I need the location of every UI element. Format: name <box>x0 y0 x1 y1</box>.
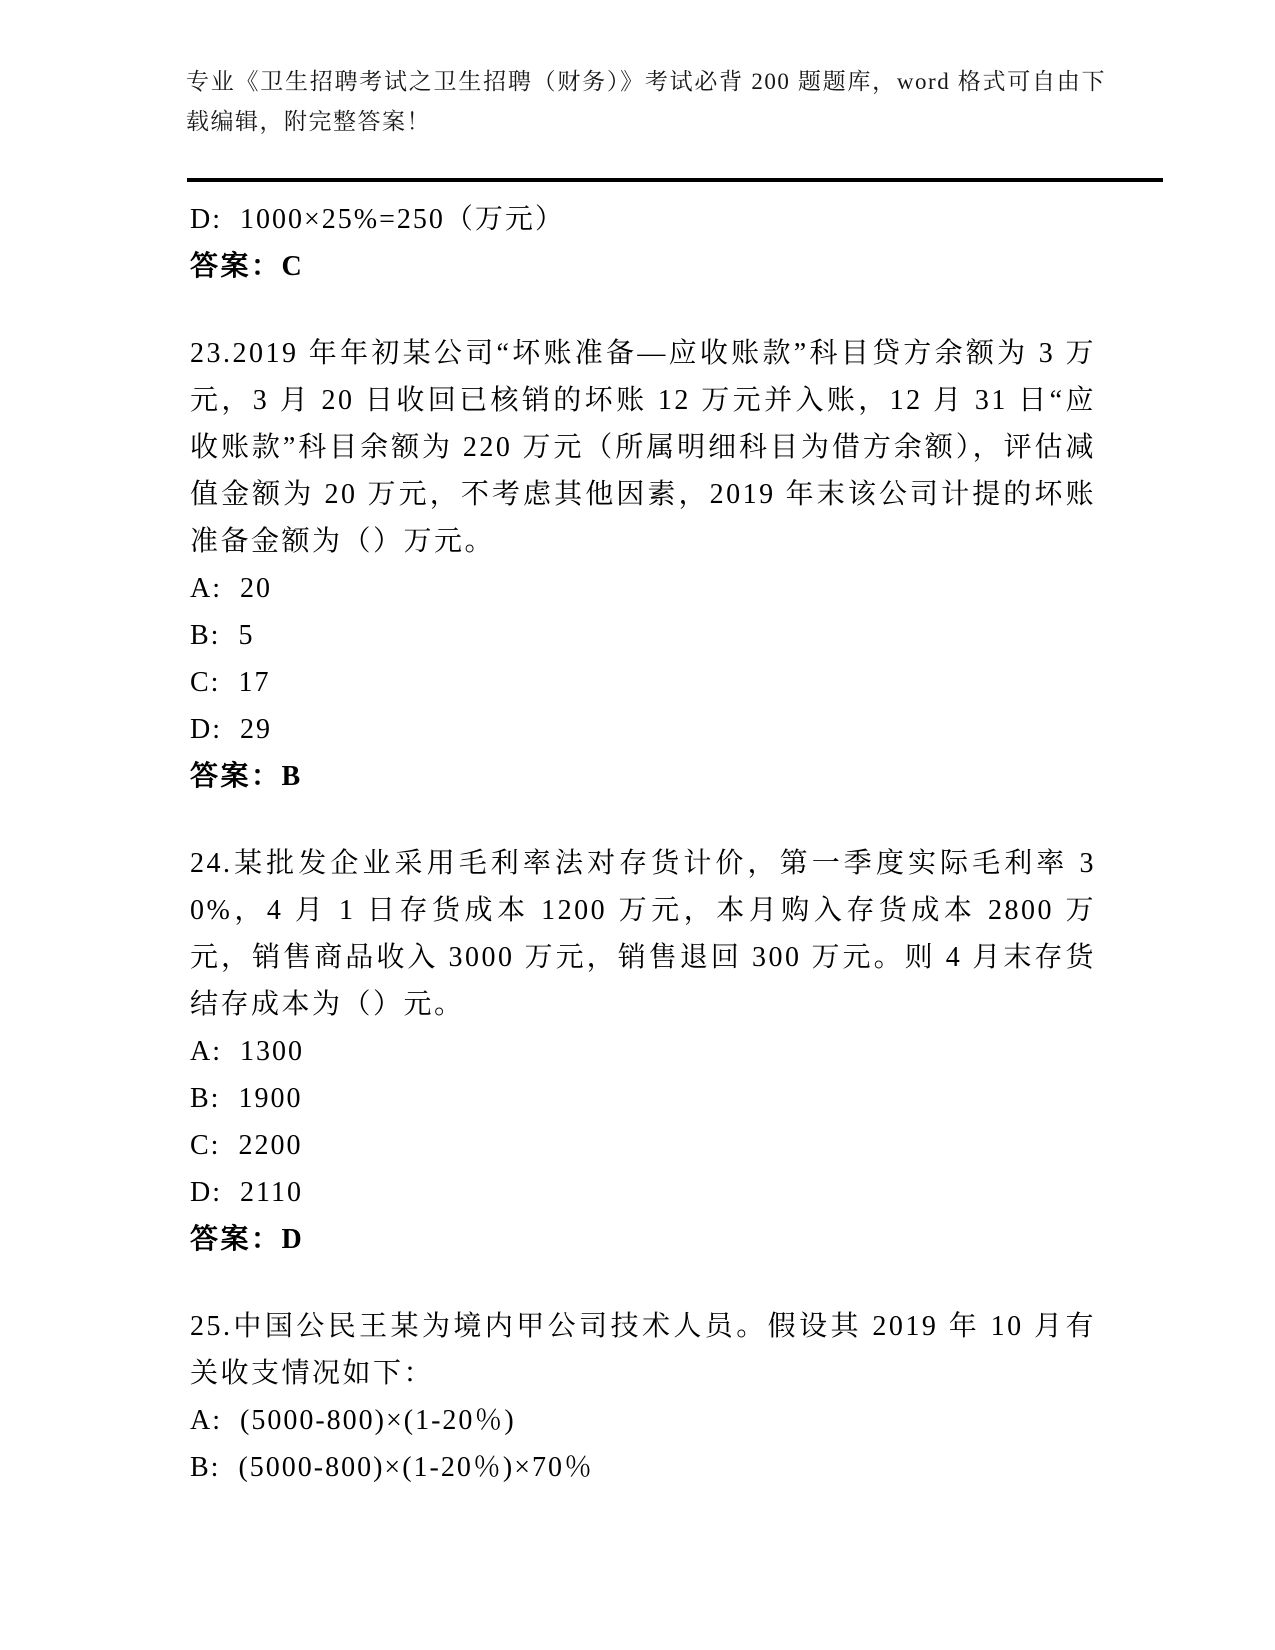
question-23-option-b: B: 5 <box>190 620 255 651</box>
question-24-answer-line: 答案：D <box>190 1224 305 1255</box>
carryover-option-d: D: 1000×25%=250（万元） <box>190 204 565 235</box>
question-25-text: 25.中国公民王某为境内甲公司技术人员。假设其 2019 年 10 月有关收支情况如下： <box>190 1311 1096 1389</box>
question-block-24 <box>190 840 1096 1263</box>
question-24-option-d: D: 2110 <box>190 1177 303 1208</box>
carryover-answer-line: 答案：C <box>190 251 305 282</box>
question-24-option-b: B: 1900 <box>190 1083 303 1114</box>
question-24-option-c: C: 2200 <box>190 1130 303 1161</box>
header-divider-double-line <box>187 178 1163 182</box>
question-25-option-b: B: (5000-800)×(1-20％)×70％ <box>190 1452 594 1483</box>
document-body <box>190 196 1096 1491</box>
question-block-23 <box>190 330 1096 800</box>
question-block-25 <box>190 1303 1096 1491</box>
question-23-text: 23.2019 年年初某公司“坏账准备—应收账款”科目贷方余额为 3 万元，3 月 20 日收回已核销的坏账 12 万元并入账，12 月 31 日“应收账款”科目余额为 220 万元（所属明细科目为借方余额），评估减值金额为 20 万元，不考虑其他因素，2019 年末该公司计提的坏账准备金额为（）万元。 <box>190 338 1096 557</box>
question-23-option-d: D: 29 <box>190 714 272 745</box>
question-25-option-a: A: (5000-800)×(1-20％) <box>190 1405 516 1436</box>
question-23-option-c: C: 17 <box>190 667 271 698</box>
question-23-option-a: A: 20 <box>190 573 272 604</box>
question-23-answer-line: 答案：B <box>190 761 303 792</box>
page-header-title: 专业《卫生招聘考试之卫生招聘（财务）》考试必背 200 题题库，word 格式可自由下载编辑，附完整答案！ <box>186 69 1106 134</box>
question-24-text: 24.某批发企业采用毛利率法对存货计价，第一季度实际毛利率 30%，4 月 1 日存货成本 1200 万元，本月购入存货成本 2800 万元，销售商品收入 3000 万元，销售退回 300 万元。则 4 月末存货结存成本为（）元。 <box>190 848 1096 1020</box>
question-24-option-a: A: 1300 <box>190 1036 304 1067</box>
